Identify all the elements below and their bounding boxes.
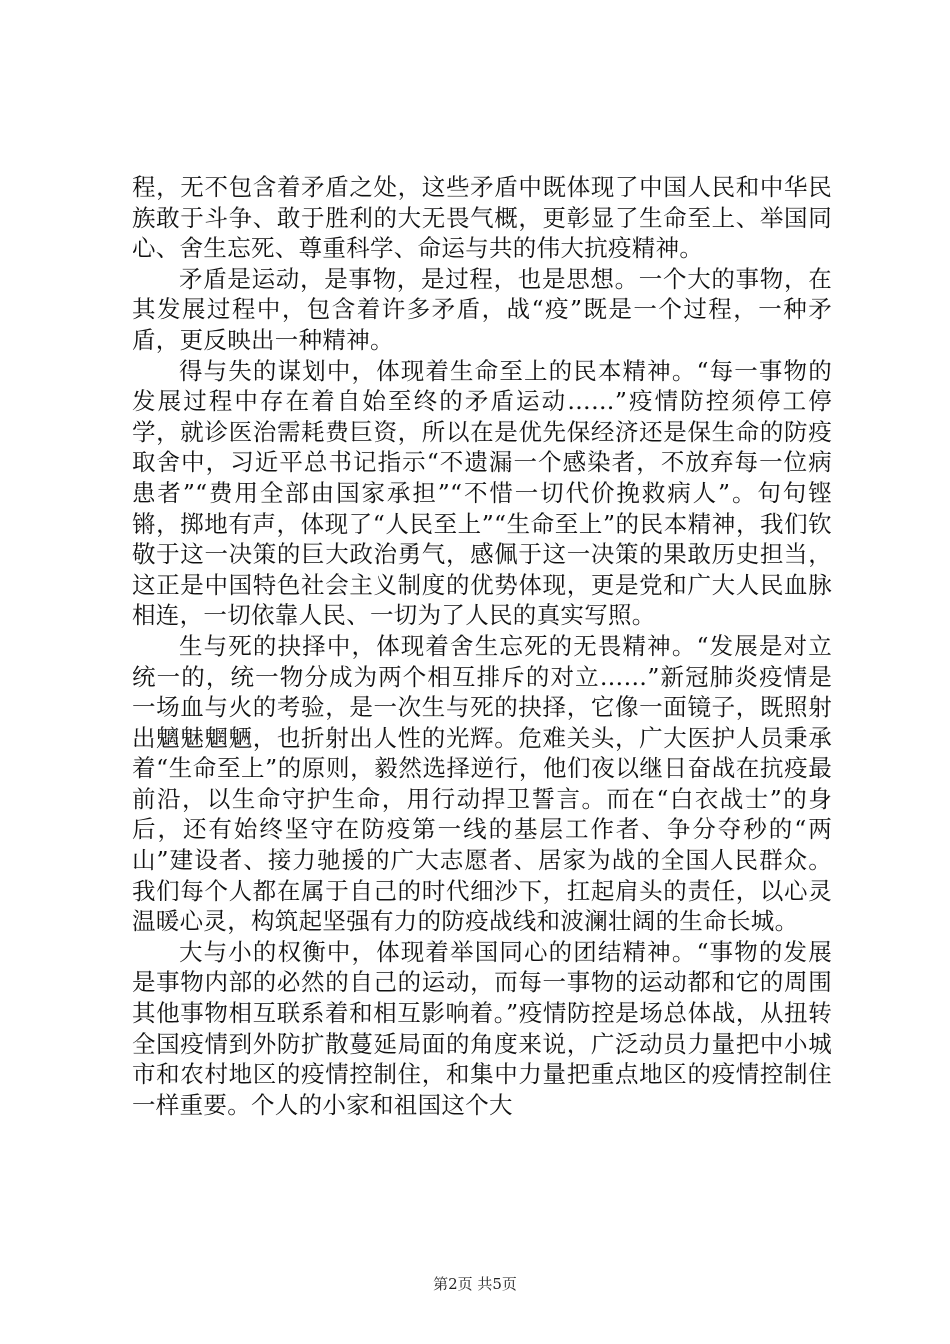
page-footer: 第2页 共5页 <box>433 1275 517 1293</box>
paragraph: 矛盾是运动，是事物，是过程，也是思想。一个大的事物，在其发展过程中，包含着许多矛盾，战“疫”既是一个过程，一种矛盾，更反映出一种精神。 <box>132 264 832 354</box>
paragraph: 得与失的谋划中，体现着生命至上的民本精神。“每一事物的发展过程中存在着自始至终的矛盾运动……”疫情防控须停工停学，就诊医治需耗费巨资，所以在是优先保经济还是保生命的防疫取舍中，习近平总书记指示“不遗漏一个感染者，不放弃每一位病患者”“费用全部由国家承担”“不惜一切代价挽救病人”。句句铿锵，掷地有声，体现了“人民至上”“生命至上”的民本精神，我们钦敬于这一决策的巨大政治勇气，感佩于这一决策的果敢历史担当，这正是中国特色社会主义制度的优势体现，更是党和广大人民血脉相连，一切依靠人民、一切为了人民的真实写照。 <box>132 356 832 630</box>
body-text <box>132 172 832 1120</box>
paragraph: 大与小的权衡中，体现着举国同心的团结精神。“事物的发展是事物内部的必然的自己的运动，而每一事物的运动都和它的周围其他事物相互联系着和相互影响着。”疫情防控是场总体战，从扭转全国疫情到外防扩散蔓延局面的角度来说，广泛动员力量把中小城市和农村地区的疫情控制住，和集中力量把重点地区的疫情控制住一样重要。个人的小家和祖国这个大 <box>132 937 832 1119</box>
paragraph: 生与死的抉择中，体现着舍生忘死的无畏精神。“发展是对立统一的，统一物分成为两个相互排斥的对立……”新冠肺炎疫情是一场血与火的考验，是一次生与死的抉择，它像一面镜子，既照射出魑魅魍魉，也折射出人性的光辉。危难关头，广大医护人员秉承着“生命至上”的原则，毅然选择逆行，他们夜以继日奋战在抗疫最前沿，以生命守护生命，用行动捍卫誓言。而在“白衣战士”的身后，还有始终坚守在防疫第一线的基层工作者、争分夺秒的“两山”建设者、接力驰援的广大志愿者、居家为战的全国人民群众。我们每个人都在属于自己的时代细沙下，扛起肩头的责任，以心灵温暖心灵，构筑起坚强有力的防疫战线和波澜壮阔的生命长城。 <box>132 631 832 936</box>
paragraph-continued: 程，无不包含着矛盾之处，这些矛盾中既体现了中国人民和中华民族敢于斗争、敢于胜利的大无畏气概，更彰显了生命至上、举国同心、舍生忘死、尊重科学、命运与共的伟大抗疫精神。 <box>132 173 832 263</box>
